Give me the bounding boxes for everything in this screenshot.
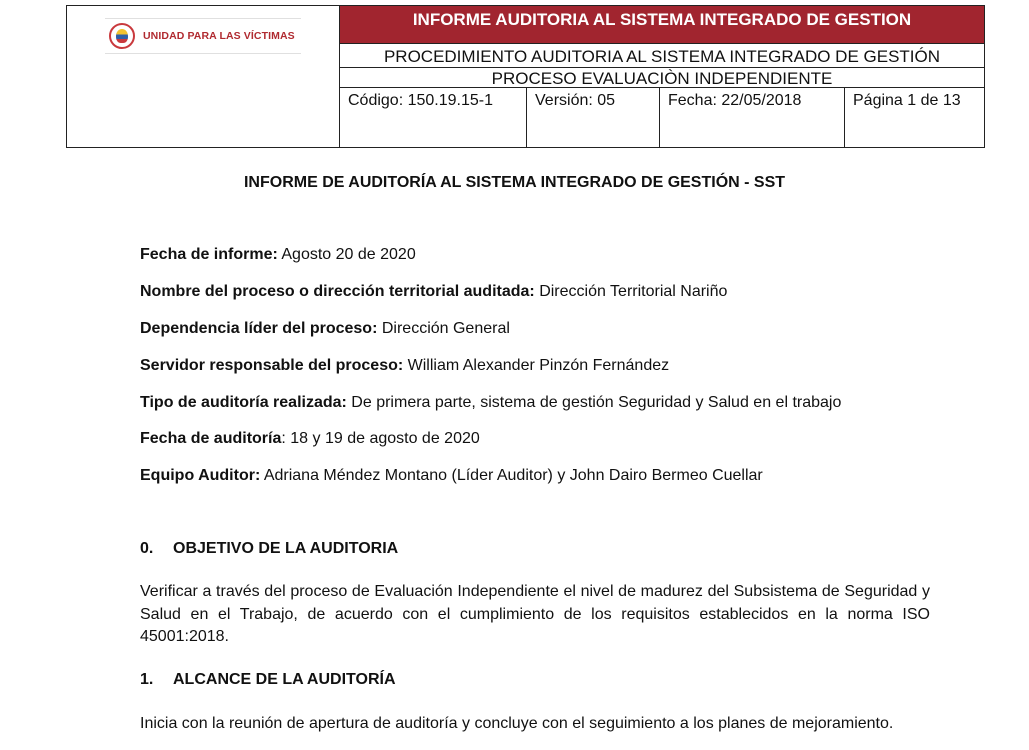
logo-cell xyxy=(67,6,340,147)
section-text-scope: Inicia con la reunión de apertura de auditoría y concluye con el seguimiento a los planes de mejoramiento. xyxy=(140,715,894,732)
field-audit-type xyxy=(140,394,841,412)
field-value: William Alexander Pinzón Fernández xyxy=(403,357,670,374)
section-title: OBJETIVO DE LA AUDITORIA xyxy=(173,540,399,557)
header-page: Página 1 de 13 xyxy=(853,92,961,109)
field-value: Agosto 20 de 2020 xyxy=(277,246,416,263)
field-label: Nombre del proceso o dirección territorial auditada: xyxy=(140,283,535,300)
field-audit-date xyxy=(140,430,480,448)
field-label: Dependencia líder del proceso: xyxy=(140,320,378,337)
header-version: Versión: 05 xyxy=(527,88,660,147)
field-responsible-officer xyxy=(140,357,669,375)
header-process: PROCESO EVALUACIÒN INDEPENDIENTE xyxy=(340,68,984,88)
header-code: Código: 150.19.15-1 xyxy=(340,88,527,147)
section-text-objective: Verificar a través del proceso de Evaluación Independiente el nivel de madurez del Subsistema de Seguridad y Salud en el Trabajo, de acuerdo con el cumplimiento de los requisitos establecidos en la norma ISO 45001:2018. xyxy=(140,583,930,645)
field-value: De primera parte, sistema de gestión Seguridad y Salud en el trabajo xyxy=(346,394,842,411)
field-value: Adriana Méndez Montano (Líder Auditor) y John Dairo Bermeo Cuellar xyxy=(260,467,763,484)
section-number: 1. xyxy=(140,671,154,688)
header-title: INFORME AUDITORIA AL SISTEMA INTEGRADO DE GESTION xyxy=(340,6,984,44)
field-lead-dependency xyxy=(140,320,510,338)
field-process-name xyxy=(140,283,727,301)
field-value: Dirección Territorial Nariño xyxy=(534,283,728,300)
field-label: Tipo de auditoría realizada: xyxy=(140,394,347,411)
coat-of-arms-icon xyxy=(109,23,135,49)
field-audit-team xyxy=(140,467,763,485)
header-date: Fecha: 22/05/2018 xyxy=(660,88,845,147)
field-value: Dirección General xyxy=(377,320,510,337)
field-value: : 18 y 19 de agosto de 2020 xyxy=(281,430,480,447)
field-label: Fecha de informe: xyxy=(140,246,278,263)
section-title: ALCANCE DE LA AUDITORÍA xyxy=(173,671,396,688)
section-heading-scope xyxy=(140,671,396,689)
field-report-date xyxy=(140,246,416,264)
field-label: Servidor responsable del proceso: xyxy=(140,357,404,374)
section-heading-objective xyxy=(140,540,398,558)
header-procedure: PROCEDIMIENTO AUDITORIA AL SISTEMA INTEGRADO DE GESTIÓN xyxy=(340,44,984,68)
document-header xyxy=(66,5,985,148)
section-number: 0. xyxy=(140,540,154,557)
field-label: Fecha de auditoría xyxy=(140,430,282,447)
document-title: INFORME DE AUDITORÍA AL SISTEMA INTEGRADO DE GESTIÓN - SST xyxy=(243,174,786,191)
logo-text: UNIDAD PARA LAS VÍCTIMAS xyxy=(143,30,295,42)
institution-logo xyxy=(105,18,301,54)
field-label: Equipo Auditor: xyxy=(140,467,261,484)
